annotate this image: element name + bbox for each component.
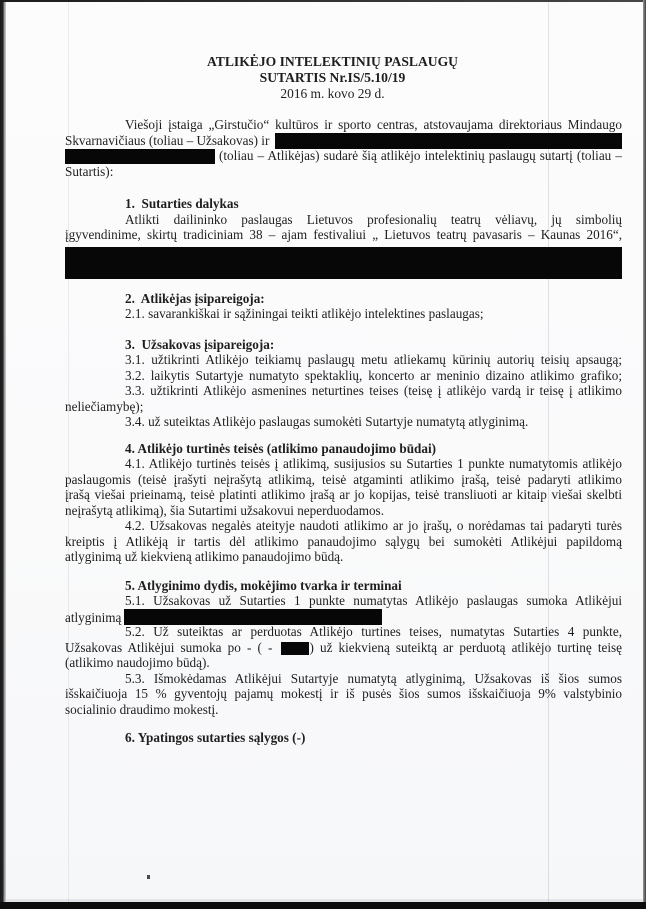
intro-paragraph [65,117,622,179]
text-segment: atlyginimą [65,609,122,625]
title-line-1: ATLIKĖJO INTELEKTINIŲ PASLAUGŲ [206,54,459,69]
text-line [65,609,622,625]
section-1-paragraph [65,212,622,243]
text-segment: 2.1. savarankiškai ir sąžiningai teikti atlikėjo intelektines paslaugas; [125,306,484,322]
text-segment: 3.1. užtikrinti Atlikėjo teikiamų paslaugų metu atliekamų kūrinių autorių teisių apsaugą; [125,352,622,368]
text-line [65,593,622,609]
redaction-bar [65,149,215,164]
text-segment: įgyvendinime, skirtų tradiciniam 38 – ajam festivaliui „ Lietuvos teatrų pavasaris – Kaunas 2016“, [65,227,622,243]
text-line [65,456,622,472]
text-segment: 5.1. Užsakovas už Sutarties 1 punkte numatytas Atlikėjo paslaugas sumoka Atlikėjui [125,593,622,609]
text-segment: paslaugomis (teisė įrašyti neįrašytą atlikimą, teisė atgaminti atlikimo įrašą, teisė padaryti atlikimo [65,471,622,487]
text-line [65,306,622,322]
text-line [65,671,622,687]
text-segment: Skvarnavičiaus (toliau – Užsakovas) ir [65,132,273,148]
text-segment: įrašą viešai prieinamą, teisė platinti atlikimo įrašą ar jo kopijas, teisė transliuoti ar kitaip viešai skelbti [65,487,622,503]
text-line [65,117,622,133]
text-line [65,133,622,149]
text-segment: neliečiamybę); [65,398,144,414]
text-line [65,624,622,640]
text-segment: socialinio draudimo mokestį. [65,701,219,717]
text-segment: atlyginimą už kiekvieną atlikimo panaudojimo būdą. [65,549,344,565]
scan-edge-bottom [0,902,646,909]
text-segment: kreiptis į Atlikėją ir tartis dėl atlikimo panaudojimo sąlygų bei sumokėti Atlikėjui papildomą [65,533,622,549]
text-segment: ) už kiekvieną suteiktą ar perduotą atlikėjo turtinę teisę [309,639,623,655]
ink-speck [147,875,150,879]
section-heading-1: 1. Sutarties dalykas [125,196,239,212]
text-line [65,414,622,430]
text-segment: Atlikti dailininko paslaugas Lietuvos profesionalių teatrų vėliavų, jų simbolių [125,211,622,227]
text-segment: 5.3. Išmokėdamas Atlikėjui Sutartyje numatytą atlyginimą, Užsakovas iš šios sumos [125,670,622,686]
text-segment: (toliau – Atlikėjas) sudarė šią atlikėjo intelektinių paslaugų sutartį (toliau – [219,148,622,164]
section-heading-5: 5. Atlyginimo dydis, mokėjimo tvarka ir terminai [125,577,402,593]
text-line [65,148,622,164]
text-line [65,399,622,415]
title-line-2: SUTARTIS Nr.IS/5.10/19 [259,69,406,85]
document-content [65,0,622,746]
text-segment: 4.2. Užsakovas negalės ateityje naudoti atlikimo ar jo įrašų, o norėdamas tai padaryti turės [125,518,622,534]
text-line [65,534,622,550]
text-line [65,352,622,368]
text-line [65,472,622,488]
section-heading-2: 2. Atlikėjas įsipareigoja: [125,290,265,306]
text-line [65,640,622,656]
text-segment: 5.2. Už suteiktas ar perduotas Atlikėjo turtines teises, numatytas Sutarties 4 punkte, [125,624,622,640]
text-segment: Užsakovas Atlikėjui sumoka po - ( - [65,639,279,655]
text-line [65,655,622,671]
text-segment: 3.4. už suteiktas Atlikėjo paslaugas sumokėti Sutartyje numatytą atlyginimą. [125,414,529,430]
text-segment: 3.3. užtikrinti Atlikėjo asmenines neturtines teises (teisę į atlikėjo vardą ir teisę į atlikimo [125,383,622,399]
text-line [65,702,622,718]
text-line [65,383,622,399]
section-4-paragraph [65,456,622,565]
redaction-block [65,247,622,279]
text-segment: 4.1. Atlikėjo turtinės teisės į atlikimą, susijusios su Sutarties 1 punkte numatytomis atlikėjo [125,456,622,472]
text-line [65,686,622,702]
section-3-paragraph [65,352,622,430]
text-segment: išskaičiuoja 15 % gyventojų pajamų mokestį ir iš pusės šios sumos išskaičiuoja 9% valstybinio [65,686,622,702]
document-body [65,117,622,746]
text-line [65,549,622,565]
text-line [65,164,622,180]
section-2-paragraph [65,306,622,322]
redaction-bar [281,642,309,655]
section-heading-3: 3. Užsakovas įsipareigoja: [125,336,275,352]
text-line [65,212,622,228]
text-segment: (atlikimo naudojimo būdą). [65,655,210,671]
redaction-bar [275,133,622,149]
document-title [65,54,622,101]
text-line [65,518,622,534]
text-line [65,487,622,503]
text-segment: neįrašytą atlikimą), šia Sutartimi užsakovui neperduodamos. [65,502,384,518]
section-heading-4: 4. Atlikėjo turtinės teisės (atlikimo panaudojimo būdai) [125,440,437,456]
text-line [65,368,622,384]
scan-edge-top [0,0,646,2]
document-date: 2016 m. kovo 29 d. [280,85,385,101]
text-line [65,227,622,243]
text-segment: 3.2. laikytis Sutartyje numatyto spektaklių, koncerto ar meninio dizaino atlikimo grafiko; [125,367,622,383]
text-line [65,503,622,519]
text-segment: Viešoji įstaiga „Girstučio“ kultūros ir sporto centras, atstovaujama direktoriaus Mindaugo [125,117,622,133]
scan-edge-left [0,0,6,909]
section-heading-6: 6. Ypatingos sutarties sąlygos (-) [125,730,306,746]
redaction-bar [124,609,382,625]
text-segment: Sutartis): [65,163,114,179]
section-5-paragraph [65,593,622,717]
